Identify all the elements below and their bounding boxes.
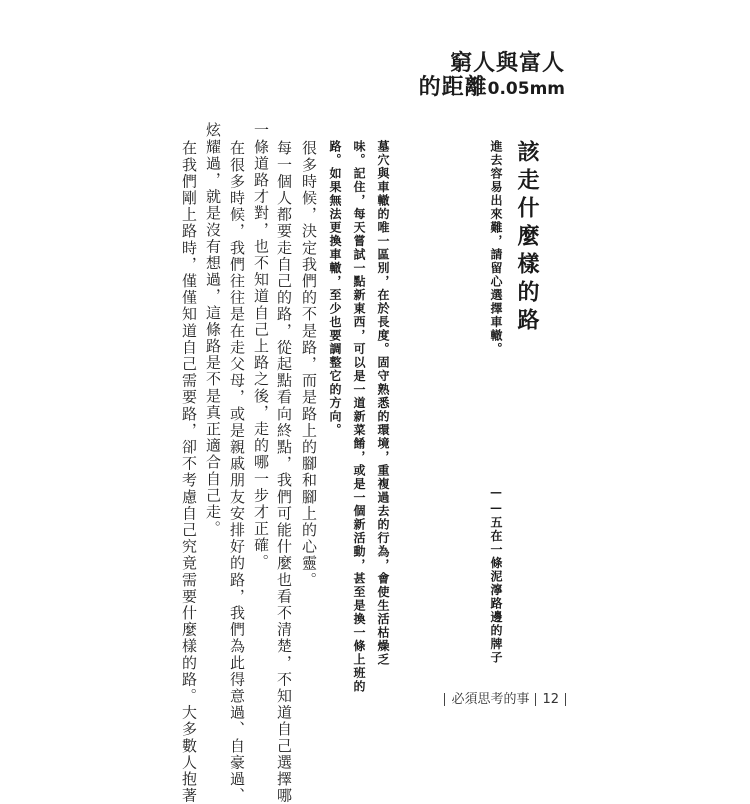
footer-divider <box>565 693 566 706</box>
footer-divider <box>535 693 536 706</box>
body-line: 一條道路才對，也不知道自己上路之後，走的哪一步才正確。 <box>252 122 270 571</box>
quote-line: 味。記住，每天嘗試一點新東西，可以是一道新菜餚，或是一個新活動，甚至是換一條上班的 <box>352 140 366 694</box>
body-line: 在我們剛上路時，僅僅知道自己需要路，卻不考慮自己究竟需要什麼樣的路。大多數人抱著 <box>180 140 198 804</box>
quote-line: 路。如果無法更換車轍，至少也要調整它的方向。 <box>328 140 342 437</box>
body-line: 在很多時候，我們往往是在走父母，或是親戚朋友安排好的路，我們為此得意過、自豪過、 <box>228 140 246 804</box>
book-title-line2 <box>419 76 565 101</box>
book-title-line2-text: 的距離 <box>418 75 488 100</box>
body-line: 炫耀過，就是沒有想過，這條路是不是真正適合自己走。 <box>204 122 222 537</box>
footer-divider <box>444 693 445 706</box>
page-number: 12 <box>542 692 559 707</box>
chapter-title: 該走什麼樣的路 <box>514 140 539 336</box>
footer-section: 必須思考的事 <box>451 692 530 707</box>
page-footer <box>438 688 572 707</box>
body-line: 很多時候，決定我們的不是路，而是路上的腳和腳上的心靈。 <box>300 140 318 589</box>
epigraph-text: 進去容易出來難，請留心選擇車轍。 <box>489 140 503 356</box>
epigraph-source: ——五在一條泥濘路邊的牌子 <box>489 485 503 665</box>
book-title <box>419 52 565 101</box>
book-title-accent: 0.05mm <box>487 79 565 99</box>
body-line: 每一個人都要走自己的路，從起點看向終點，我們可能什麼也看不清楚，不知道自己選擇哪 <box>275 140 293 804</box>
quote-line: 墓穴與車轍的唯一區別，在於長度。固守熟悉的環境，重複過去的行為，會使生活枯燥乏 <box>376 140 390 667</box>
book-title-line1: 窮人與富人 <box>449 51 565 76</box>
